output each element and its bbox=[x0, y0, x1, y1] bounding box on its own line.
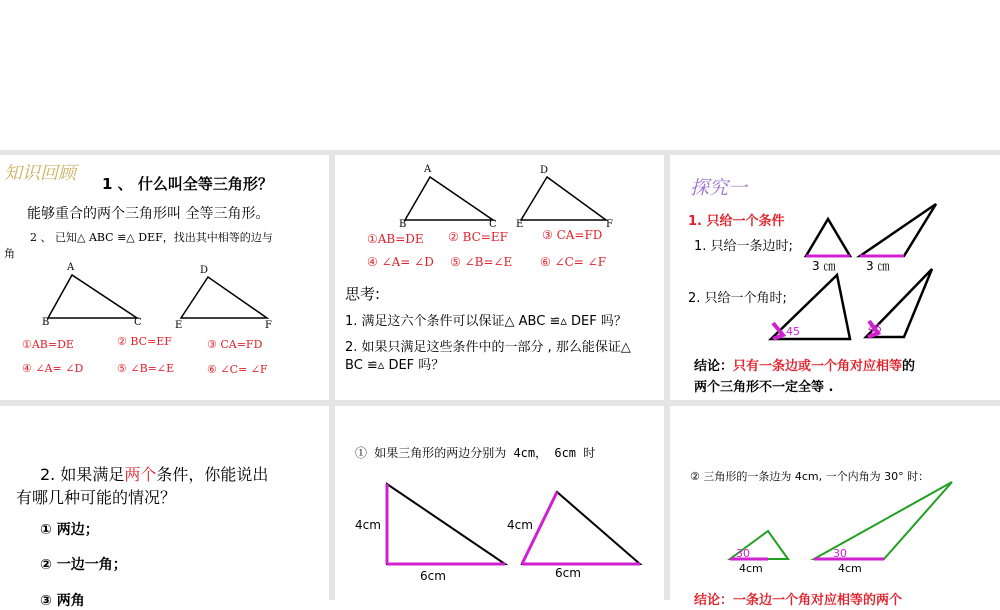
side-label-1: 4cm bbox=[739, 562, 763, 575]
question-2-cont: 角 bbox=[4, 247, 15, 260]
question-part-2: 条件，你能说出 bbox=[156, 465, 269, 484]
base-label-1: 6cm bbox=[420, 569, 446, 583]
conclusion-prefix: 结论： bbox=[694, 359, 734, 374]
slide-4-thumbnail[interactable] bbox=[0, 406, 329, 609]
option-2: ② 一边一角； bbox=[40, 557, 127, 573]
angle-label-1: 45 bbox=[786, 325, 800, 338]
condition-5: ⑤ ∠B=∠E bbox=[450, 255, 513, 269]
conclusion-suffix: 的 bbox=[902, 359, 916, 374]
question-2-cont: BC ≌▵ DEF 吗？ bbox=[345, 358, 445, 373]
condition-5: ⑤ ∠B=∠E bbox=[117, 362, 175, 375]
question-2: 2. 如果只满足这些条件中的一部分 , 那么能保证△ bbox=[345, 340, 631, 355]
question-line-2: 有哪几种可能的情况？ bbox=[16, 488, 177, 507]
condition-4: ④ ∠A= ∠D bbox=[22, 362, 84, 375]
side-label-2: 3 ㎝ bbox=[866, 259, 890, 273]
triangle-abc bbox=[48, 275, 137, 318]
triangle-def bbox=[181, 277, 267, 318]
vertex-label-b: B bbox=[42, 317, 50, 328]
think-heading: 思考: bbox=[345, 285, 381, 303]
triangles-diagram bbox=[335, 406, 664, 600]
condition-title: 1. 只给一个条件 bbox=[688, 214, 785, 229]
vertex-label-f: F bbox=[265, 320, 272, 331]
answer-1: 能够重合的两个三角形叫 全等三角形。 bbox=[27, 206, 270, 222]
question-1: 1 、 什么叫全等三角形？ bbox=[102, 175, 273, 193]
question bbox=[40, 462, 268, 485]
conclusion bbox=[694, 355, 915, 374]
vertex-label-a: A bbox=[424, 164, 432, 175]
vertex-label-e: E bbox=[175, 320, 183, 331]
side-label-1: 3 ㎝ bbox=[812, 259, 836, 273]
condition-2: ② BC=EF bbox=[448, 230, 508, 244]
vertex-label-c: C bbox=[489, 219, 497, 230]
section-badge: 知识回顾 bbox=[4, 163, 76, 184]
angle-label-2: 30 bbox=[833, 547, 847, 560]
slide-3-thumbnail[interactable] bbox=[670, 155, 1000, 400]
side-label-1: 4cm bbox=[355, 518, 381, 532]
angle-label-1: 30 bbox=[736, 547, 750, 560]
condition-3: ③ CA=FD bbox=[207, 338, 263, 351]
triangle-def bbox=[521, 177, 606, 220]
condition-title: ② 三角形的一条边为 4cm, 一个内角为 30° 时： bbox=[690, 470, 930, 483]
section-badge: 探究一 bbox=[690, 177, 748, 199]
condition-1: ①AB=DE bbox=[22, 338, 74, 351]
triangle-side-2 bbox=[860, 204, 936, 256]
slide-6-thumbnail[interactable] bbox=[670, 406, 1000, 608]
case-one-angle: 2. 只给一个角时; bbox=[688, 291, 787, 306]
angle-label-2: 45 bbox=[868, 322, 882, 335]
side-label-2: 4cm bbox=[507, 518, 533, 532]
condition-6: ⑥ ∠C= ∠F bbox=[540, 255, 607, 269]
triangle-abc bbox=[405, 177, 493, 220]
conclusion-highlight: 只有一条边或一个角对应相等 bbox=[733, 359, 903, 374]
slide-1-thumbnail[interactable] bbox=[0, 155, 329, 400]
condition-3: ③ CA=FD bbox=[542, 228, 603, 242]
triangles-diagram bbox=[670, 406, 1000, 600]
vertex-label-e: E bbox=[516, 219, 524, 230]
option-1: ① 两边； bbox=[40, 522, 99, 538]
slide-2-thumbnail[interactable] bbox=[335, 155, 664, 400]
case-one-side: 1. 只给一条边时; bbox=[694, 239, 793, 254]
vertex-label-f: F bbox=[606, 219, 613, 230]
option-3: ③ 两角 bbox=[40, 593, 85, 609]
question-1: 1. 满足这六个条件可以保证△ ABC ≌▵ DEF 吗？ bbox=[345, 314, 627, 329]
vertex-label-b: B bbox=[399, 219, 407, 230]
vertex-label-a: A bbox=[67, 262, 75, 273]
condition-4: ④ ∠A= ∠D bbox=[367, 255, 434, 269]
question-part-1: 2. 如果满足 bbox=[40, 465, 125, 484]
side-label-2: 4cm bbox=[838, 562, 862, 575]
vertex-label-d: D bbox=[540, 165, 549, 176]
conclusion-line-2: 两个三角形不一定全等 . bbox=[694, 380, 834, 395]
condition-title: ① 如果三角形的两边分别为 4cm， 6cm 时 bbox=[355, 446, 596, 460]
conclusion: 结论：一条边一个角对应相等的两个 bbox=[694, 593, 903, 608]
question-highlight: 两个 bbox=[124, 465, 157, 484]
slide-5-thumbnail[interactable] bbox=[335, 406, 664, 600]
condition-6: ⑥ ∠C= ∠F bbox=[207, 363, 268, 376]
triangle-angle-1 bbox=[771, 275, 850, 339]
triangle-side-1 bbox=[806, 219, 850, 256]
condition-2: ② BC=EF bbox=[117, 335, 172, 348]
condition-1: ①AB=DE bbox=[367, 232, 424, 246]
triangle-right bbox=[387, 484, 505, 564]
base-label-2: 6cm bbox=[555, 566, 581, 580]
vertex-label-c: C bbox=[134, 317, 142, 328]
question-2: 2 、 已知△ ABC ≌△ DEF，找出其中相等的边与 bbox=[30, 231, 273, 244]
vertex-label-d: D bbox=[200, 265, 209, 276]
